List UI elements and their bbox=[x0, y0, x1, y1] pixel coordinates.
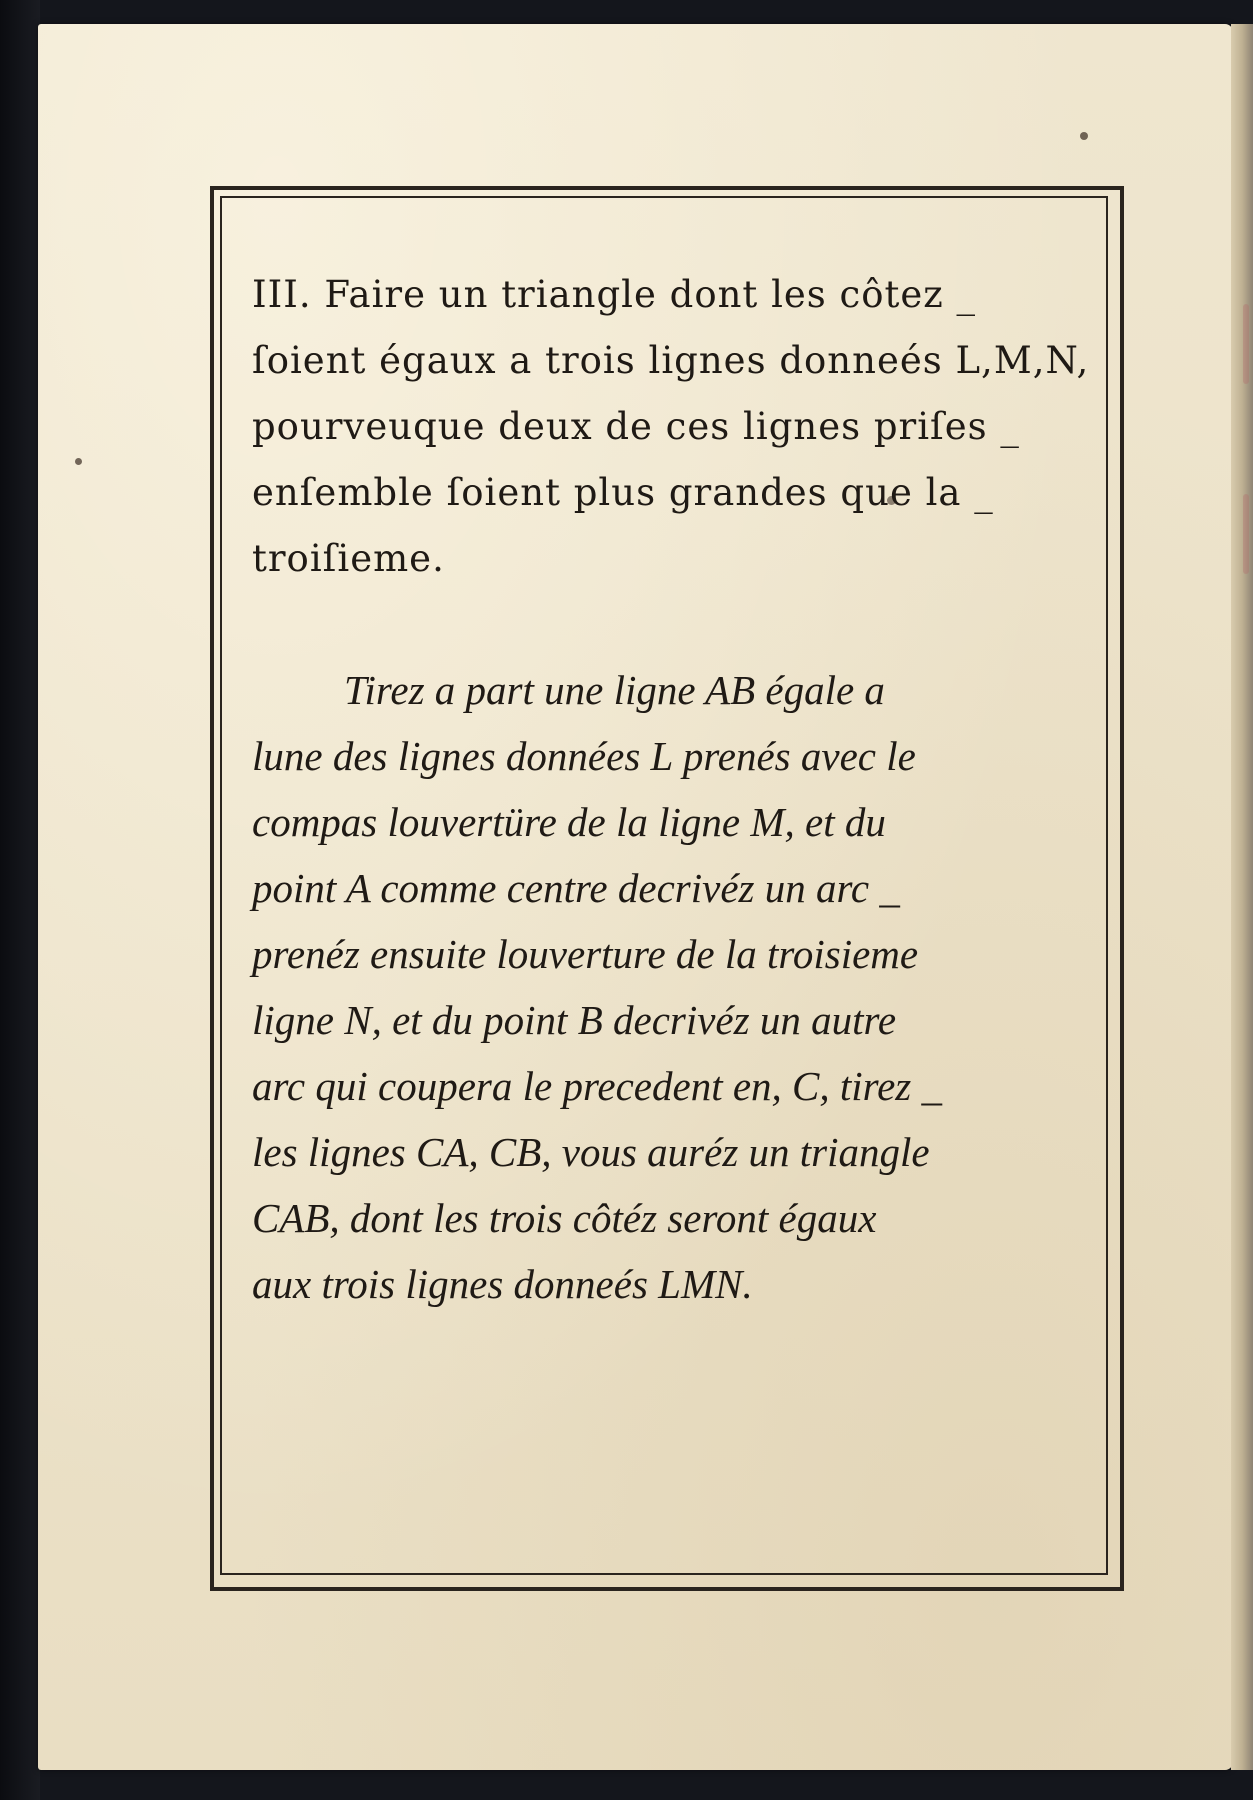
body-line: arc qui coupera le precedent en, C, tirez _ bbox=[252, 1063, 942, 1109]
body-line: aux trois lignes donneés LMN. bbox=[252, 1261, 753, 1307]
ink-spot bbox=[75, 458, 82, 465]
proposition-heading bbox=[252, 262, 1097, 592]
body-line: ligne N, et du point B decrivéz un autre bbox=[252, 997, 897, 1043]
ink-spot bbox=[1080, 132, 1088, 140]
body-line: CAB, dont les trois côtéz seront égaux bbox=[252, 1195, 877, 1241]
body-line: point A comme centre decrivéz un arc _ bbox=[252, 865, 900, 911]
body-line: Tirez a part une ligne AB égale a bbox=[344, 667, 885, 713]
heading-line: pourveuque deux de ces lignes priſes _ bbox=[252, 405, 1020, 448]
body-line: les lignes CA, CB, vous auréz un triangle bbox=[252, 1129, 930, 1175]
heading-line: troiſieme. bbox=[252, 537, 445, 580]
heading-line: ſoient égaux a trois lignes donneés L,M,N, bbox=[252, 339, 1090, 382]
construction-text bbox=[252, 657, 1097, 1317]
heading-line: III. Faire un triangle dont les côtez _ bbox=[252, 273, 977, 316]
edge-mark bbox=[1243, 304, 1249, 384]
book-spine-shadow bbox=[0, 0, 40, 1800]
edge-mark bbox=[1243, 494, 1249, 574]
page-edge bbox=[1231, 24, 1253, 1770]
body-line: lune des lignes données L prenés avec le bbox=[252, 733, 916, 779]
body-line: prenéz ensuite louverture de la troisieme bbox=[252, 931, 919, 977]
body-line: compas louvertüre de la ligne M, et du bbox=[252, 799, 886, 845]
heading-line: enſemble ſoient plus grandes que la _ bbox=[252, 471, 994, 514]
